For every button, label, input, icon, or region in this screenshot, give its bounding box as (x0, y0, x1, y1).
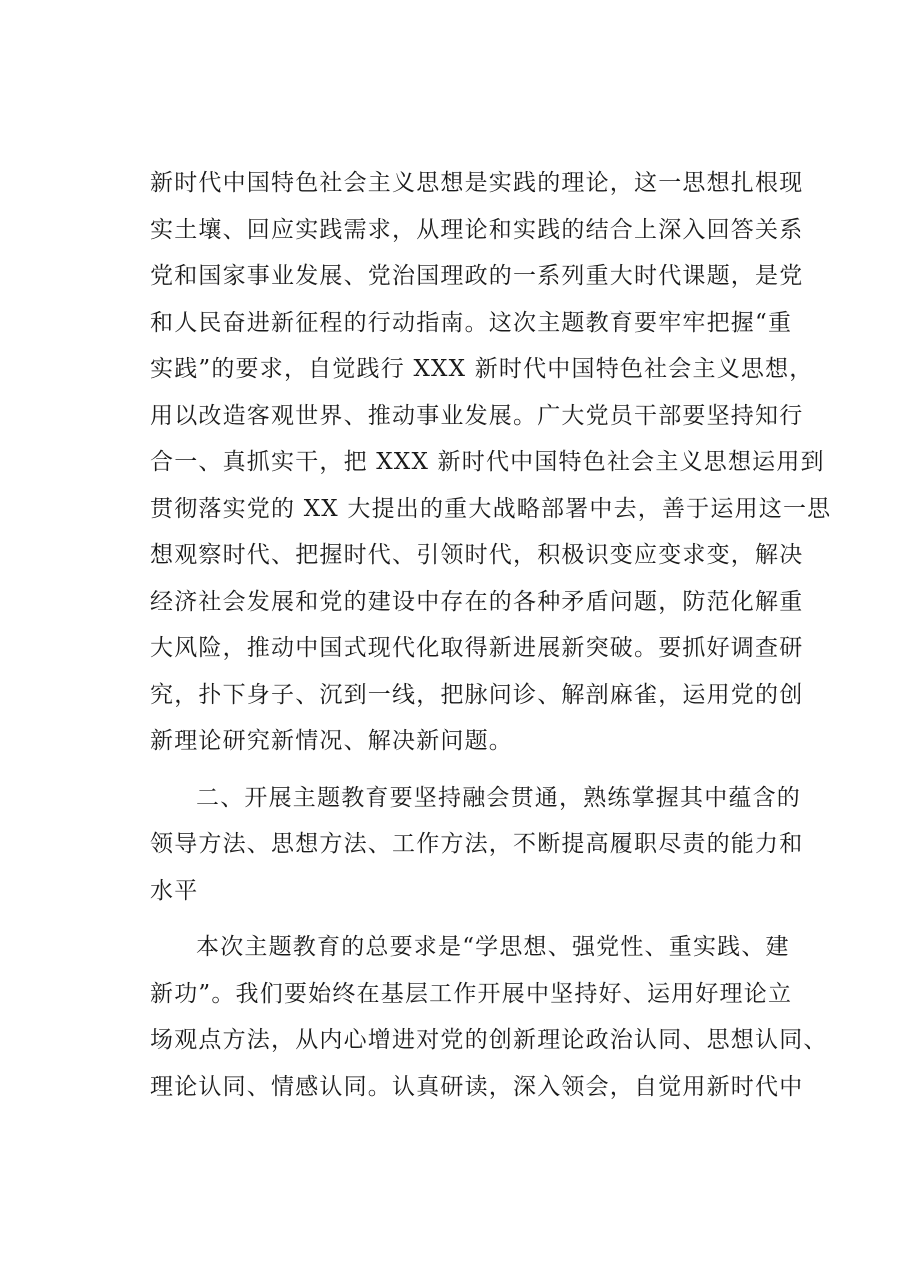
text-line: 想观察时代、把握时代、引领时代，积极识变应变求变，解决 (150, 542, 804, 568)
text-line: 场观点方法，从内心增进对党的创新理论政治认同、思想认同、 (150, 1027, 828, 1053)
paragraph-spacer (150, 765, 810, 775)
text-line: 合一、真抓实干，把 XXX 新时代中国特色社会主义思想运用到 (150, 449, 825, 475)
text-line: 和人民奋进新征程的行动指南。这次主题教育要牢牢把握“重 (150, 309, 793, 336)
text-line: 大风险，推动中国式现代化取得新进展新突破。要抓好调查研 (150, 635, 804, 661)
text-line: 实践”的要求，自觉践行 XXX 新时代中国特色社会主义思想， (150, 356, 814, 382)
text-line: 新时代中国特色社会主义思想是实践的理论，这一思想扎根现 (150, 170, 804, 196)
paragraph-practice (150, 160, 832, 765)
text-line: 贯彻落实党的 XX 大提出的重大战略部署中去，善于运用这一思 (150, 495, 832, 522)
section-heading-2 (150, 775, 810, 915)
heading-line: 水平 (150, 877, 199, 904)
text-line: 新功”。我们要始终在基层工作开展中坚持好、运用好理论立 (150, 980, 793, 1007)
paragraph-spacer (150, 914, 810, 924)
text-line: 新理论研究新情况、解决新问题。 (150, 728, 513, 754)
document-body (150, 160, 832, 1110)
text-line: 党和国家事业发展、党治国理政的一系列重大时代课题，是党 (150, 263, 804, 289)
text-line: 究，扑下身子、沉到一线，把脉问诊、解剖麻雀，运用党的创 (150, 681, 804, 708)
text-line: 本次主题教育的总要求是“学思想、强党性、重实践、建 (196, 934, 790, 960)
text-line: 经济社会发展和党的建设中存在的各种矛盾问题，防范化解重 (150, 588, 804, 615)
text-line: 理论认同、情感认同。认真研读，深入领会，自觉用新时代中 (150, 1073, 804, 1100)
text-line: 实土壤、回应实践需求，从理论和实践的结合上深入回答关系 (150, 216, 804, 243)
text-line: 用以改造客观世界、推动事业发展。广大党员干部要坚持知行 (150, 402, 804, 429)
heading-line: 领导方法、思想方法、工作方法，不断提高履职尽责的能力和 (150, 831, 804, 857)
paragraph-requirements (150, 924, 828, 1110)
heading-line: 二、开展主题教育要坚持融会贯通，熟练掌握其中蕴含的 (196, 784, 801, 811)
